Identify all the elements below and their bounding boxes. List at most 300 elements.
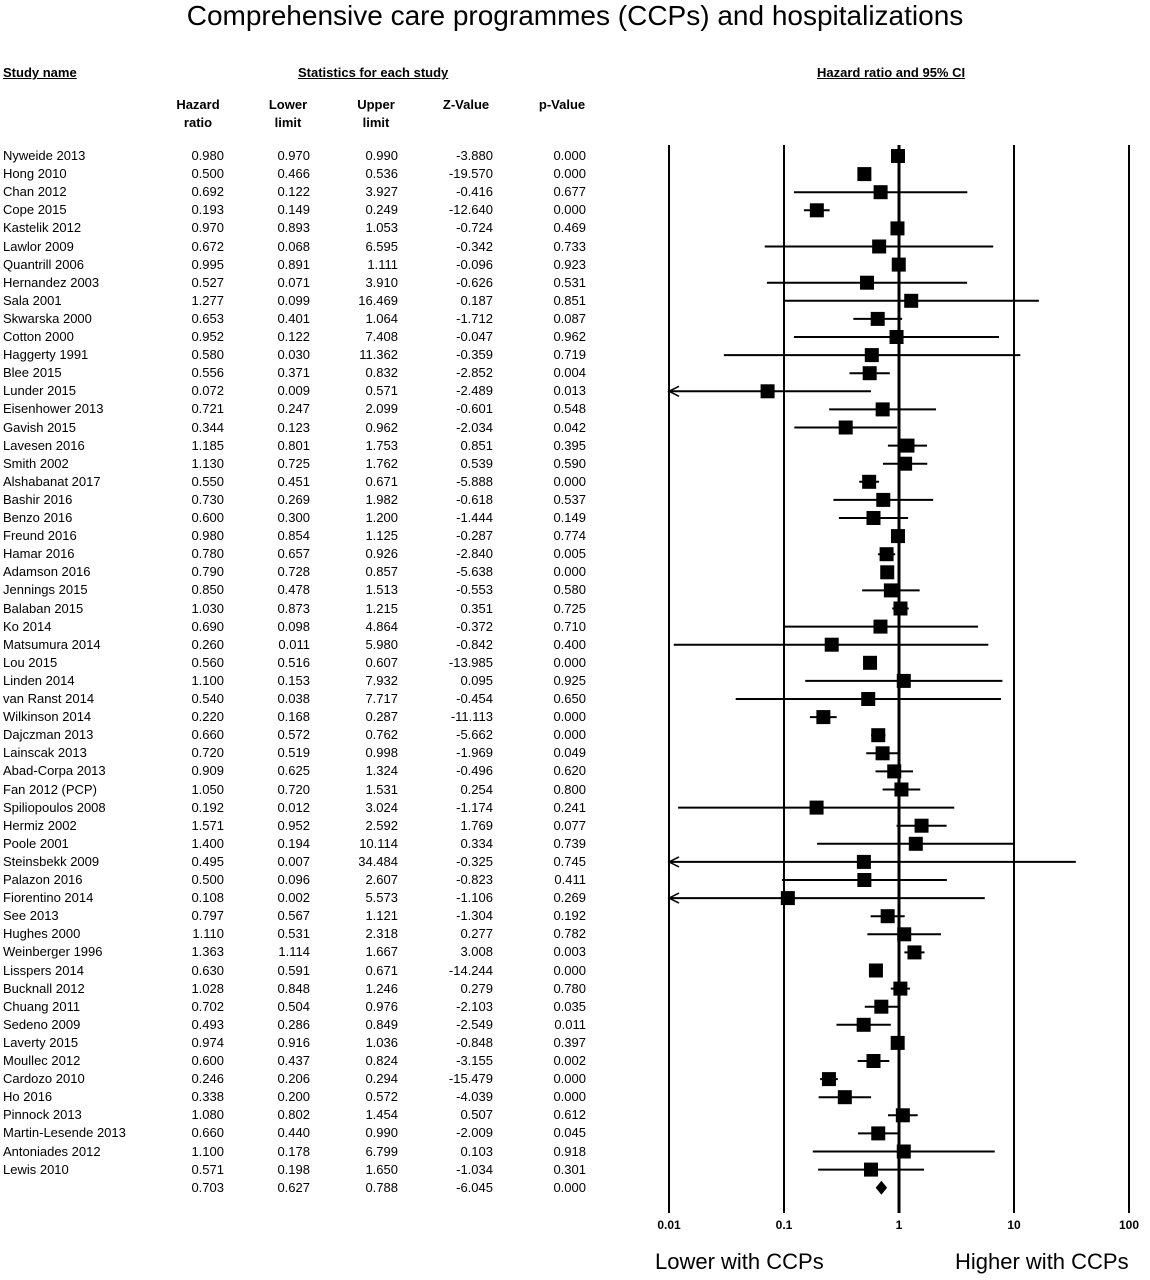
cell-upper: 0.607	[365, 654, 398, 670]
cell-z: -0.553	[456, 582, 493, 598]
study-name: Quantrill 2006	[3, 256, 84, 272]
cell-upper: 5.980	[365, 636, 398, 652]
plot-header: Hazard ratio and 95% CI	[817, 65, 966, 80]
cell-upper: 1.111	[367, 256, 398, 272]
cell-z: -0.047	[456, 329, 493, 344]
cell-z: -2.034	[456, 419, 493, 435]
study-name: Cope 2015	[3, 202, 67, 218]
cell-upper: 10.114	[359, 835, 398, 851]
cell-hr: 1.028	[191, 980, 224, 996]
column-header-line1: Upper	[357, 97, 395, 112]
cell-lower: 0.030	[277, 347, 310, 363]
cell-upper: 4.864	[365, 618, 398, 634]
cell-upper: 0.671	[365, 962, 398, 978]
cell-p: 0.035	[553, 998, 586, 1014]
study-name: Hong 2010	[3, 166, 67, 182]
cell-p: 0.710	[553, 618, 586, 634]
cell-p: 0.002	[553, 1053, 586, 1068]
pooled-cell-upper: 0.788	[365, 1179, 398, 1195]
cell-upper: 0.294	[365, 1071, 398, 1087]
cell-lower: 0.916	[277, 1034, 310, 1050]
cell-lower: 0.519	[277, 745, 310, 761]
cell-upper: 2.607	[365, 872, 398, 887]
cell-z: -4.039	[456, 1089, 493, 1105]
cell-hr: 1.363	[191, 944, 224, 960]
study-name: Lewis 2010	[3, 1161, 69, 1177]
cell-hr: 0.660	[191, 1125, 224, 1141]
hazard-ratio-marker	[894, 783, 908, 797]
hazard-ratio-marker	[897, 927, 911, 941]
cell-hr: 0.192	[191, 799, 224, 815]
cell-hr: 0.850	[191, 582, 224, 598]
cell-lower: 0.198	[277, 1161, 310, 1177]
cell-upper: 1.125	[365, 528, 398, 544]
cell-z: 1.769	[460, 817, 493, 833]
cell-p: 0.000	[553, 709, 586, 725]
cell-lower: 0.657	[277, 546, 310, 562]
cell-hr: 0.220	[191, 709, 224, 725]
hazard-ratio-marker	[810, 801, 824, 815]
cell-p: 0.580	[553, 582, 586, 598]
cell-lower: 0.038	[277, 691, 310, 706]
study-name: Smith 2002	[3, 455, 69, 471]
cell-upper: 0.762	[365, 727, 398, 743]
cell-hr: 1.277	[191, 292, 224, 308]
hazard-ratio-marker	[871, 312, 885, 326]
cell-p: 0.923	[553, 256, 586, 272]
cell-lower: 0.401	[277, 310, 310, 326]
hazard-ratio-marker	[822, 1072, 836, 1086]
cell-p: 0.531	[553, 274, 586, 290]
cell-p: 0.650	[553, 691, 586, 706]
cell-p: 0.042	[553, 419, 586, 435]
cell-upper: 0.962	[365, 419, 398, 435]
cell-lower: 0.801	[277, 437, 310, 453]
cell-z: 0.507	[460, 1107, 493, 1123]
hazard-ratio-marker	[871, 728, 885, 742]
hazard-ratio-marker	[909, 837, 923, 851]
study-name: Ko 2014	[3, 618, 52, 634]
study-name: Lavesen 2016	[3, 437, 85, 453]
cell-p: 0.011	[554, 1016, 586, 1032]
hazard-ratio-marker	[839, 421, 853, 435]
cell-z: -1.969	[456, 745, 493, 761]
study-name: Lou 2015	[3, 654, 58, 670]
hazard-ratio-marker	[876, 746, 890, 760]
study-name: Chan 2012	[3, 184, 67, 200]
hazard-ratio-marker	[880, 547, 894, 561]
cell-z: 0.095	[460, 672, 493, 688]
column-header-line1: Hazard	[176, 97, 220, 112]
cell-z: -5.888	[456, 473, 493, 489]
cell-p: 0.000	[553, 148, 586, 163]
cell-hr: 0.970	[191, 220, 224, 236]
study-name: Cardozo 2010	[3, 1071, 85, 1087]
hazard-ratio-marker	[904, 294, 918, 308]
cell-z: -0.372	[456, 618, 493, 634]
hazard-ratio-marker	[874, 185, 888, 199]
hazard-ratio-marker	[810, 203, 824, 217]
study-name: Hernandez 2003	[3, 274, 100, 290]
cell-p: 0.397	[553, 1034, 586, 1050]
cell-hr: 0.527	[191, 274, 224, 290]
cell-hr: 1.080	[191, 1107, 224, 1123]
cell-hr: 1.030	[191, 600, 224, 616]
cell-z: -14.244	[448, 962, 493, 978]
x-tick-label: 100	[1118, 1218, 1140, 1232]
cell-p: 0.925	[553, 672, 586, 688]
cell-p: 0.000	[553, 962, 586, 978]
cell-lower: 0.478	[277, 582, 310, 598]
cell-p: 0.739	[553, 835, 586, 851]
cell-p: 0.013	[553, 383, 586, 399]
hazard-ratio-marker	[891, 149, 905, 163]
cell-hr: 1.130	[191, 455, 224, 471]
cell-lower: 0.451	[277, 473, 310, 489]
cell-hr: 0.653	[191, 310, 224, 326]
cell-z: -0.454	[456, 691, 493, 706]
cell-lower: 0.123	[277, 419, 310, 435]
cell-p: 0.469	[553, 220, 586, 236]
cell-lower: 0.122	[277, 184, 310, 200]
cell-upper: 1.324	[365, 763, 398, 779]
cell-lower: 0.531	[277, 926, 310, 942]
cell-p: 0.045	[553, 1125, 586, 1141]
cell-z: -1.712	[456, 310, 493, 326]
cell-p: 0.301	[553, 1161, 586, 1177]
study-name: See 2013	[3, 908, 59, 924]
column-header-line2: ratio	[183, 115, 213, 130]
cell-p: 0.400	[553, 636, 586, 652]
hazard-ratio-marker	[869, 964, 883, 978]
cell-upper: 0.536	[365, 166, 398, 182]
cell-hr: 0.690	[191, 618, 224, 634]
cell-upper: 0.824	[365, 1053, 398, 1068]
study-name: Jennings 2015	[3, 582, 88, 598]
cell-p: 0.269	[553, 890, 586, 906]
cell-upper: 0.926	[365, 546, 398, 562]
cell-upper: 0.249	[365, 202, 398, 218]
cell-hr: 0.630	[191, 962, 224, 978]
cell-z: -2.489	[456, 383, 493, 399]
cell-hr: 0.721	[191, 401, 224, 417]
cell-hr: 0.540	[191, 691, 224, 706]
study-name: Fan 2012 (PCP)	[3, 781, 97, 797]
cell-p: 0.774	[553, 528, 586, 544]
hazard-ratio-marker	[863, 656, 877, 670]
cell-upper: 7.717	[365, 691, 398, 706]
cell-lower: 0.466	[277, 166, 310, 182]
cell-lower: 0.572	[277, 727, 310, 743]
cell-p: 0.192	[553, 908, 586, 924]
cell-upper: 5.573	[365, 890, 398, 906]
cell-lower: 0.200	[277, 1089, 310, 1105]
cell-p: 0.733	[553, 238, 586, 254]
cell-lower: 0.206	[277, 1071, 310, 1087]
cell-z: 0.277	[460, 926, 493, 942]
cell-hr: 0.790	[191, 564, 224, 580]
cell-z: -0.416	[456, 184, 493, 200]
cell-upper: 3.024	[365, 799, 398, 815]
cell-p: 0.000	[553, 564, 586, 580]
cell-hr: 0.550	[191, 473, 224, 489]
cell-hr: 0.193	[191, 202, 224, 218]
study-name: Hughes 2000	[3, 926, 81, 942]
hazard-ratio-marker	[897, 1145, 911, 1159]
cell-upper: 0.998	[365, 745, 398, 761]
cell-z: -0.287	[456, 528, 493, 544]
cell-hr: 0.108	[191, 890, 224, 906]
cell-z: -0.496	[456, 763, 493, 779]
cell-p: 0.800	[553, 781, 586, 797]
cell-z: -2.009	[456, 1125, 493, 1141]
hazard-ratio-marker	[862, 475, 876, 489]
cell-hr: 0.500	[191, 872, 224, 887]
cell-lower: 0.007	[277, 853, 310, 869]
cell-upper: 1.982	[365, 491, 398, 507]
pooled-cell-p: 0.000	[553, 1179, 586, 1195]
cell-lower: 0.516	[277, 654, 310, 670]
cell-p: 0.000	[553, 166, 586, 182]
cell-p: 0.677	[553, 184, 586, 200]
cell-hr: 0.260	[191, 636, 224, 652]
study-name: Gavish 2015	[3, 419, 76, 435]
cell-z: -19.570	[448, 166, 493, 182]
study-name: Bucknall 2012	[3, 980, 85, 996]
study-name: Hamar 2016	[3, 546, 75, 562]
cell-hr: 1.050	[191, 781, 224, 797]
cell-upper: 1.200	[365, 510, 398, 525]
cell-upper: 2.099	[365, 401, 398, 417]
study-name: Chuang 2011	[3, 998, 81, 1014]
cell-upper: 0.572	[365, 1089, 398, 1105]
cell-lower: 0.952	[277, 817, 310, 833]
cell-lower: 0.720	[277, 781, 310, 797]
study-name: Sedeno 2009	[3, 1016, 81, 1032]
study-name: Weinberger 1996	[3, 944, 103, 960]
cell-lower: 0.122	[277, 329, 310, 344]
cell-p: 0.000	[553, 1089, 586, 1105]
cell-upper: 1.667	[365, 944, 398, 960]
hazard-ratio-marker	[865, 348, 879, 362]
x-tick-label: 0.01	[657, 1218, 681, 1232]
cell-p: 0.241	[553, 799, 586, 815]
cell-hr: 1.185	[191, 437, 224, 453]
study-name: Cotton 2000	[3, 329, 74, 344]
cell-z: -2.549	[456, 1016, 493, 1032]
cell-upper: 1.753	[365, 437, 398, 453]
cell-p: 0.049	[553, 745, 586, 761]
cell-z: -2.840	[456, 546, 493, 562]
study-name: Balaban 2015	[3, 600, 84, 616]
cell-hr: 0.495	[191, 853, 224, 869]
study-name: Adamson 2016	[3, 564, 91, 580]
hazard-ratio-marker	[892, 258, 906, 272]
cell-hr: 0.720	[191, 745, 224, 761]
hazard-ratio-marker	[890, 221, 904, 235]
cell-upper: 1.650	[365, 1161, 398, 1177]
cell-upper: 7.408	[365, 329, 398, 344]
cell-hr: 0.344	[191, 419, 224, 435]
cell-z: -0.342	[456, 238, 493, 254]
cell-z: -13.985	[448, 654, 493, 670]
cell-upper: 1.036	[365, 1034, 398, 1050]
footer-right-label: Higher with CCPs	[955, 1249, 1129, 1274]
study-name: Laverty 2015	[3, 1034, 79, 1050]
cell-upper: 1.215	[365, 600, 398, 616]
column-header-line2: Z-Value	[442, 97, 490, 112]
cell-hr: 0.995	[191, 256, 224, 272]
cell-hr: 0.338	[191, 1089, 224, 1105]
cell-p: 0.851	[553, 292, 586, 308]
cell-upper: 1.454	[365, 1107, 398, 1123]
cell-upper: 1.762	[365, 455, 398, 471]
cell-lower: 0.728	[277, 564, 310, 580]
cell-z: -3.880	[456, 148, 493, 163]
cell-p: 0.005	[553, 546, 586, 562]
cell-hr: 0.672	[191, 238, 224, 254]
chart-title: Comprehensive care programmes (CCPs) and hospitalizations	[186, 0, 964, 31]
cell-hr: 0.797	[191, 908, 224, 924]
hazard-ratio-marker	[857, 855, 871, 869]
hazard-ratio-marker	[864, 1163, 878, 1177]
cell-lower: 0.440	[277, 1125, 310, 1141]
study-name: Nyweide 2013	[3, 148, 86, 163]
study-name: Freund 2016	[3, 528, 77, 544]
cell-hr: 0.974	[191, 1034, 224, 1050]
cell-z: 0.851	[460, 437, 493, 453]
cell-upper: 0.857	[365, 564, 398, 580]
cell-hr: 1.100	[191, 672, 224, 688]
study-name: Wilkinson 2014	[3, 709, 92, 725]
study-name: Blee 2015	[3, 365, 62, 381]
cell-z: -12.640	[448, 202, 493, 218]
cell-z: -0.618	[456, 491, 493, 507]
cell-z: 3.008	[460, 944, 493, 960]
x-tick-label: 10	[1007, 1218, 1021, 1232]
cell-z: -2.103	[456, 998, 493, 1014]
cell-upper: 1.513	[365, 582, 398, 598]
study-name: Eisenhower 2013	[3, 401, 104, 417]
hazard-ratio-marker	[872, 240, 886, 254]
cell-hr: 0.560	[191, 654, 224, 670]
cell-hr: 1.571	[191, 817, 224, 833]
cell-lower: 0.149	[277, 202, 310, 218]
hazard-ratio-marker	[863, 366, 877, 380]
cell-upper: 1.246	[365, 980, 398, 996]
cell-upper: 0.849	[365, 1016, 398, 1032]
cell-p: 0.000	[553, 1071, 586, 1087]
cell-lower: 0.625	[277, 763, 310, 779]
cell-hr: 0.660	[191, 727, 224, 743]
study-name: Pinnock 2013	[3, 1107, 82, 1123]
cell-hr: 1.400	[191, 835, 224, 851]
hazard-ratio-marker	[915, 819, 929, 833]
cell-hr: 0.730	[191, 491, 224, 507]
hazard-ratio-marker	[891, 1036, 905, 1050]
cell-z: -1.106	[456, 890, 493, 906]
cell-p: 0.962	[553, 329, 586, 344]
study-name: Martin-Lesende 2013	[3, 1125, 126, 1141]
cell-p: 0.590	[553, 455, 586, 471]
cell-p: 0.780	[553, 980, 586, 996]
cell-upper: 11.362	[359, 347, 398, 363]
cell-lower: 0.168	[277, 709, 310, 725]
hazard-ratio-marker	[781, 891, 795, 905]
hazard-ratio-marker	[866, 511, 880, 525]
study-name: van Ranst 2014	[3, 691, 95, 706]
cell-upper: 0.976	[365, 998, 398, 1014]
pooled-cell-hr: 0.703	[191, 1179, 224, 1195]
hazard-ratio-marker	[907, 945, 921, 959]
cell-hr: 0.980	[191, 148, 224, 163]
cell-lower: 0.096	[277, 872, 310, 887]
cell-hr: 0.909	[191, 763, 224, 779]
cell-p: 0.000	[553, 202, 586, 218]
study-name: Ho 2016	[3, 1089, 53, 1105]
cell-z: -5.638	[456, 564, 493, 580]
footer-left-label: Lower with CCPs	[655, 1249, 824, 1274]
cell-p: 0.149	[553, 510, 586, 525]
pooled-cell-z: -6.045	[456, 1179, 493, 1195]
cell-p: 0.003	[553, 944, 586, 960]
hazard-ratio-marker	[861, 692, 875, 706]
cell-lower: 0.891	[277, 256, 310, 272]
cell-upper: 7.932	[365, 672, 398, 688]
cell-z: 0.254	[460, 781, 493, 797]
cell-lower: 0.873	[277, 600, 310, 616]
cell-z: 0.334	[460, 835, 493, 851]
cell-lower: 0.009	[277, 383, 310, 399]
hazard-ratio-marker	[857, 1018, 871, 1032]
hazard-ratio-marker	[866, 1054, 880, 1068]
hazard-ratio-marker	[887, 764, 901, 778]
cell-upper: 0.571	[365, 383, 398, 399]
cell-p: 0.000	[553, 654, 586, 670]
cell-lower: 0.371	[277, 365, 310, 381]
cell-lower: 0.504	[277, 998, 310, 1014]
cell-z: -0.842	[456, 636, 493, 652]
x-tick-label: 1	[895, 1218, 903, 1232]
column-header-line1: Lower	[268, 97, 308, 112]
cell-upper: 0.990	[365, 148, 398, 163]
cell-p: 0.411	[554, 872, 586, 887]
study-name: Antoniades 2012	[3, 1143, 101, 1159]
cell-p: 0.004	[553, 365, 586, 381]
cell-hr: 0.702	[191, 998, 224, 1014]
cell-z: -11.113	[450, 709, 493, 725]
cell-p: 0.918	[553, 1143, 586, 1159]
hazard-ratio-marker	[761, 384, 775, 398]
column-header-line2: p-Value	[538, 97, 586, 112]
cell-z: -0.848	[456, 1034, 493, 1050]
x-tick-label: 0.1	[775, 1218, 793, 1232]
cell-lower: 0.178	[277, 1143, 310, 1159]
cell-p: 0.612	[553, 1107, 586, 1123]
cell-upper: 1.121	[365, 908, 398, 924]
cell-upper: 0.287	[365, 709, 398, 725]
cell-upper: 6.799	[365, 1143, 398, 1159]
study-name: Dajczman 2013	[3, 727, 94, 743]
study-name: Hermiz 2002	[3, 817, 77, 833]
hazard-ratio-marker	[893, 602, 907, 616]
cell-upper: 0.832	[365, 365, 398, 381]
cell-hr: 0.571	[191, 1161, 224, 1177]
cell-lower: 0.011	[278, 636, 310, 652]
hazard-ratio-marker	[857, 873, 871, 887]
cell-z: -0.601	[456, 401, 493, 417]
cell-z: -1.304	[456, 908, 493, 924]
